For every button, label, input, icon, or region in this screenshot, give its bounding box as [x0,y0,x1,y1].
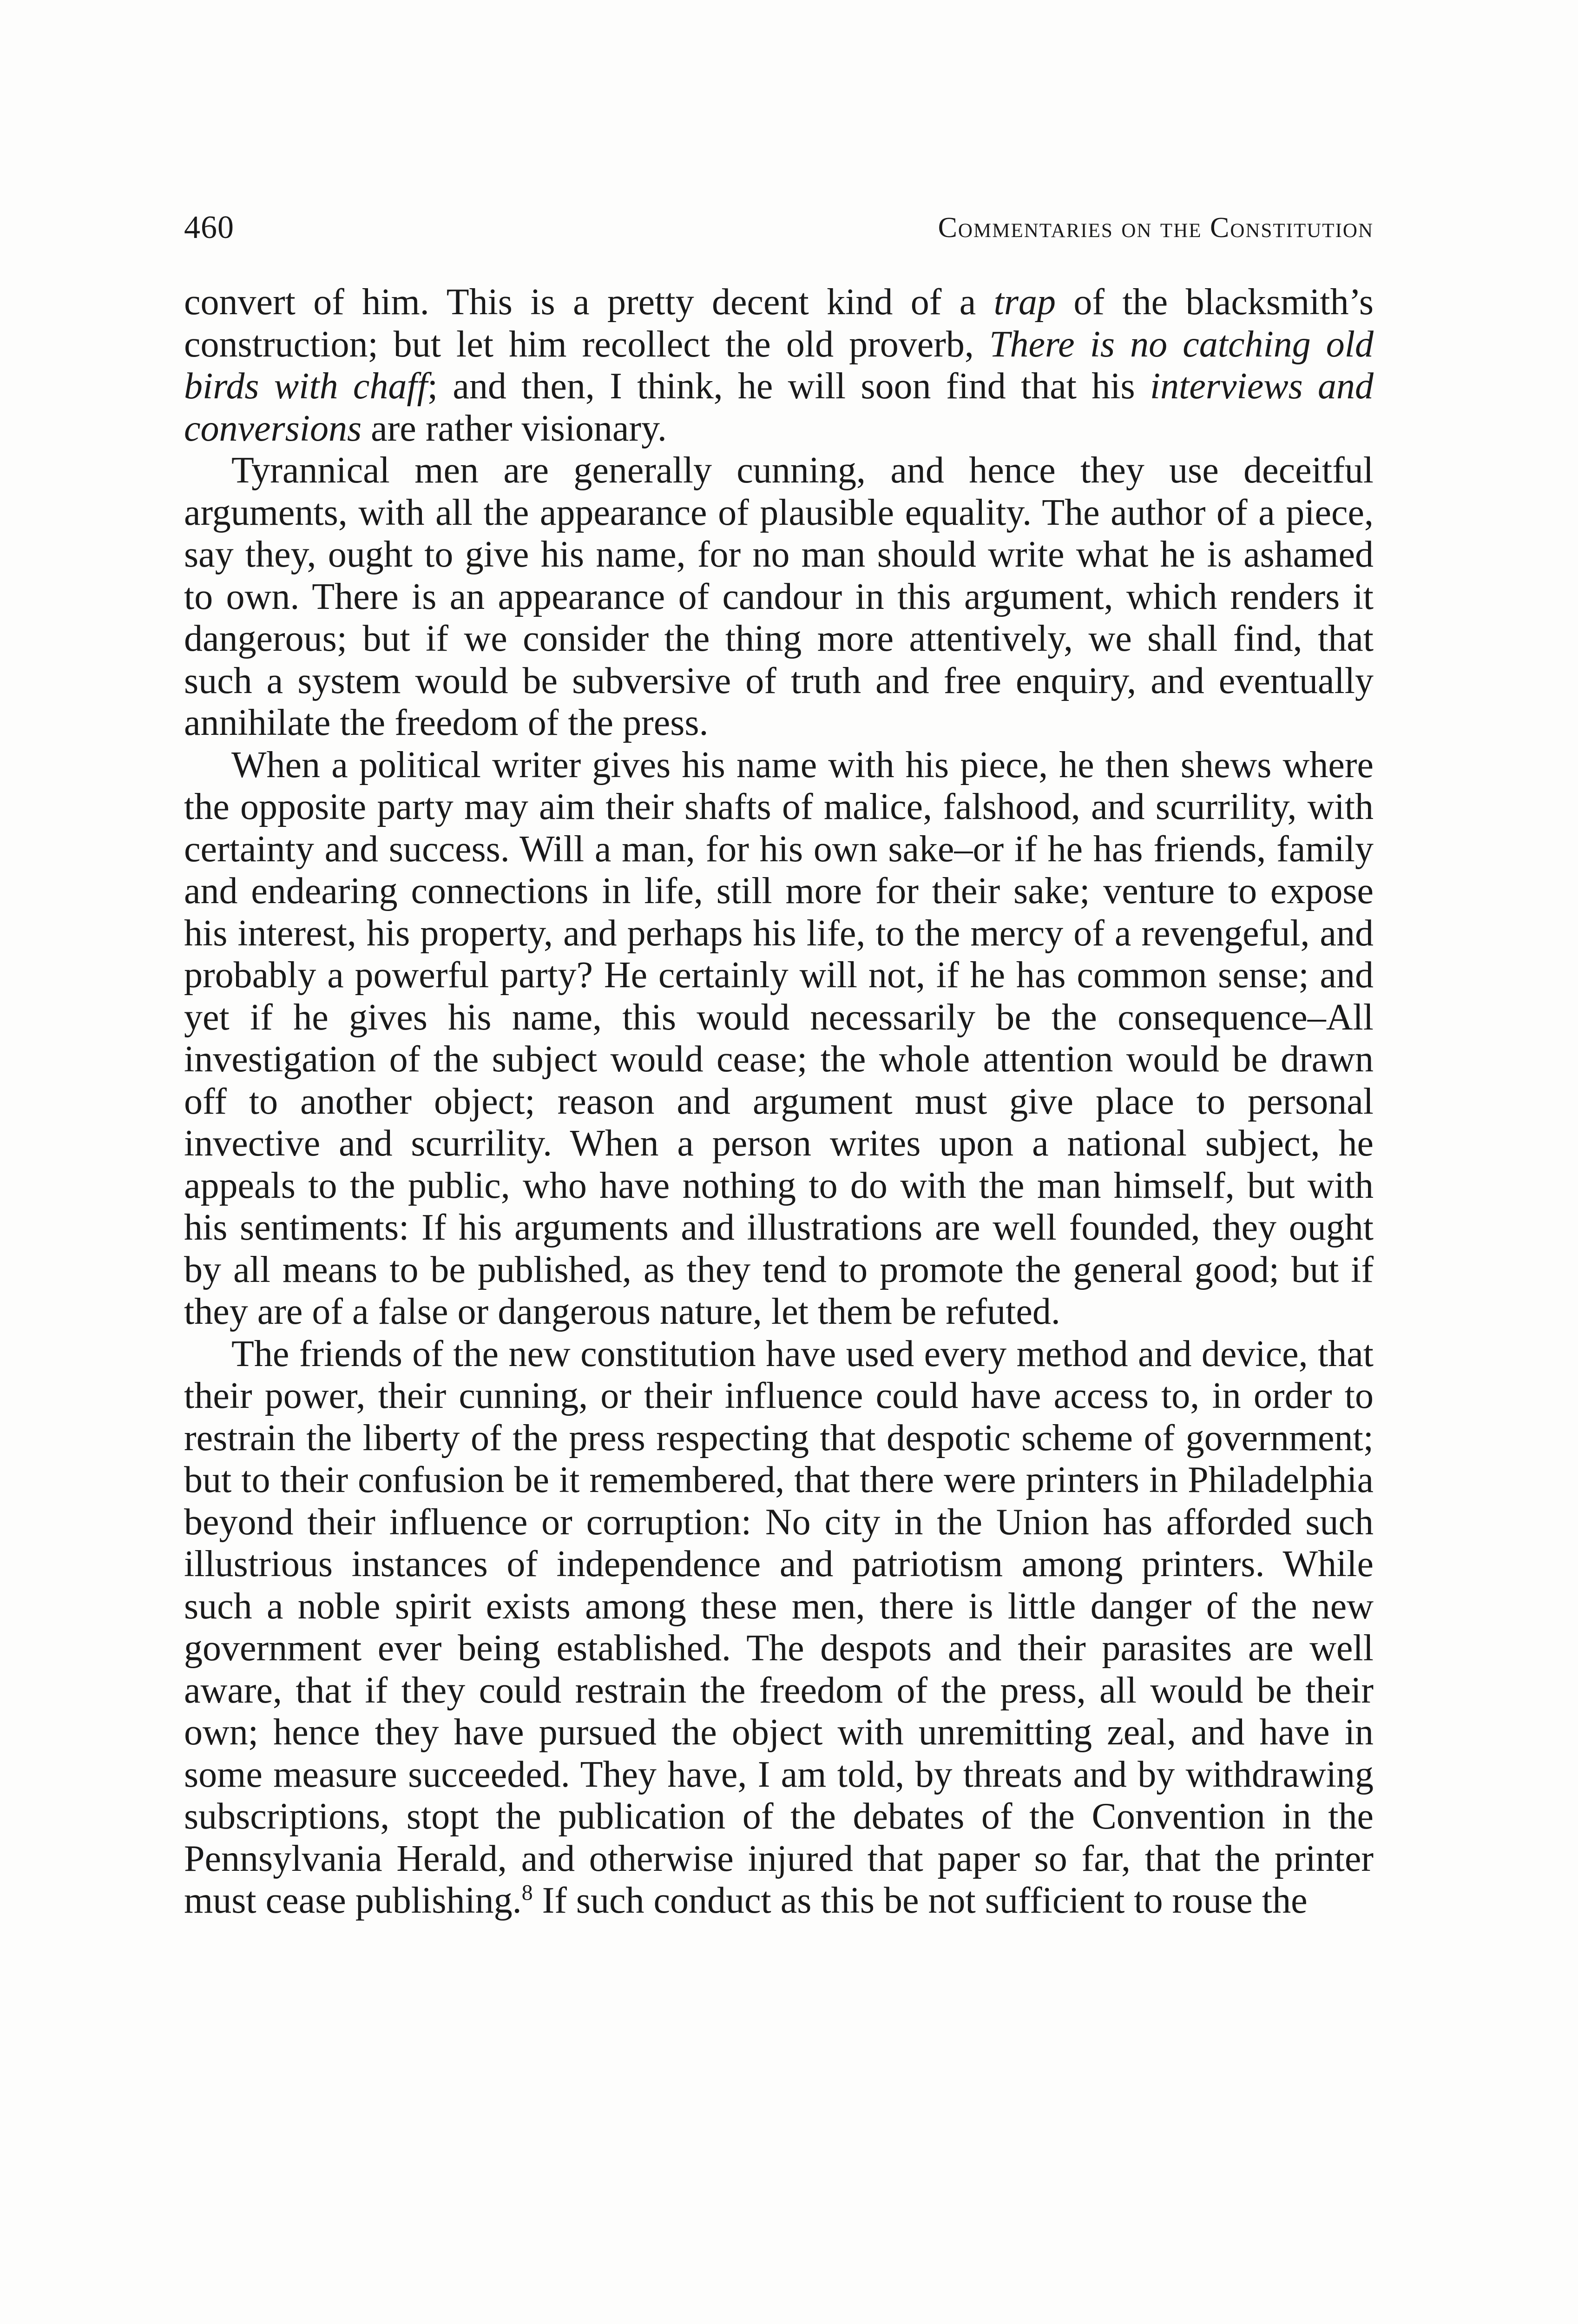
running-head: Commentaries on the Constitution [938,212,1374,244]
italic-segment: trap [993,282,1056,323]
page-number: 460 [184,210,234,245]
paragraph-2 [184,449,1374,744]
page-header [184,205,1374,251]
text-segment: of the blacksmith’s construction; but let him recollect the old proverb, [184,282,1374,365]
text-segment: are rather visionary. [362,408,667,449]
text-segment: If such conduct as this be not sufficient to rouse the [533,1880,1308,1921]
italic-segment: There is no catching old birds with chaff [184,324,1374,407]
paragraph-3 [184,744,1374,1333]
italic-segment: interviews and conversions [184,366,1374,449]
text-segment: convert of him. This is a pretty decent kind of a [184,282,994,323]
body-text [184,281,1374,1922]
paragraph-4 [184,1333,1374,1922]
text-segment: ; and then, I think, he will soon find that his [427,366,1150,407]
footnote-reference: 8 [521,1880,533,1905]
paragraph-1 [184,281,1374,449]
text-segment: The friends of the new constitution have used every method and device, that their power, their cunning, or their influence could have access to, in order to restrain the liberty of the press respecting that despotic scheme of government; but to their confusion be it remembered, that there were printers in Philadelphia beyond their influence or corruption: No city in the Union has afforded such illustrious instances of independence and patriotism among printers. While such a noble spirit exists among these men, there is little danger of the new government ever being established. The despots and their parasites are well aware, that if they could restrain the freedom of the press, all would be their own; hence they have pursued the object with unremitting zeal, and have in some measure succeeded. They have, I am told, by threats and by withdrawing subscriptions, stopt the publication of the debates of the Convention in the Pennsylvania Herald, and otherwise injured that paper so far, that the printer must cease publishing. [184,1333,1374,1921]
text-segment: Tyrannical men are generally cunning, and hence they use deceitful arguments, with all the appearance of plausible equality. The author of a piece, say they, ought to give his name, for no man should write what he is ashamed to own. There is an appearance of candour in this argument, which renders it dangerous; but if we consider the thing more attentively, we shall find, that such a system would be subversive of truth and free enquiry, and eventually annihilate the freedom of the press. [184,450,1374,743]
text-segment: When a political writer gives his name with his piece, he then shews where the opposite party may aim their shafts of malice, falshood, and scurrility, with certainty and success. Will a man, for his own sake–or if he has friends, family and endearing connections in life, still more for their sake; venture to expose his interest, his property, and perhaps his life, to the mercy of a revengeful, and probably a powerful party? He certainly will not, if he has common sense; and yet if he gives his name, this would necessarily be the consequence–All investigation of the subject would cease; the whole attention would be drawn off to another object; reason and argument must give place to personal invective and scurrility. When a person writes upon a national subject, he appeals to the public, who have nothing to do with the man himself, but with his sentiments: If his arguments and illustrations are well founded, they ought by all means to be published, as they tend to promote the general good; but if they are of a false or dangerous nature, let them be refuted. [184,744,1374,1332]
